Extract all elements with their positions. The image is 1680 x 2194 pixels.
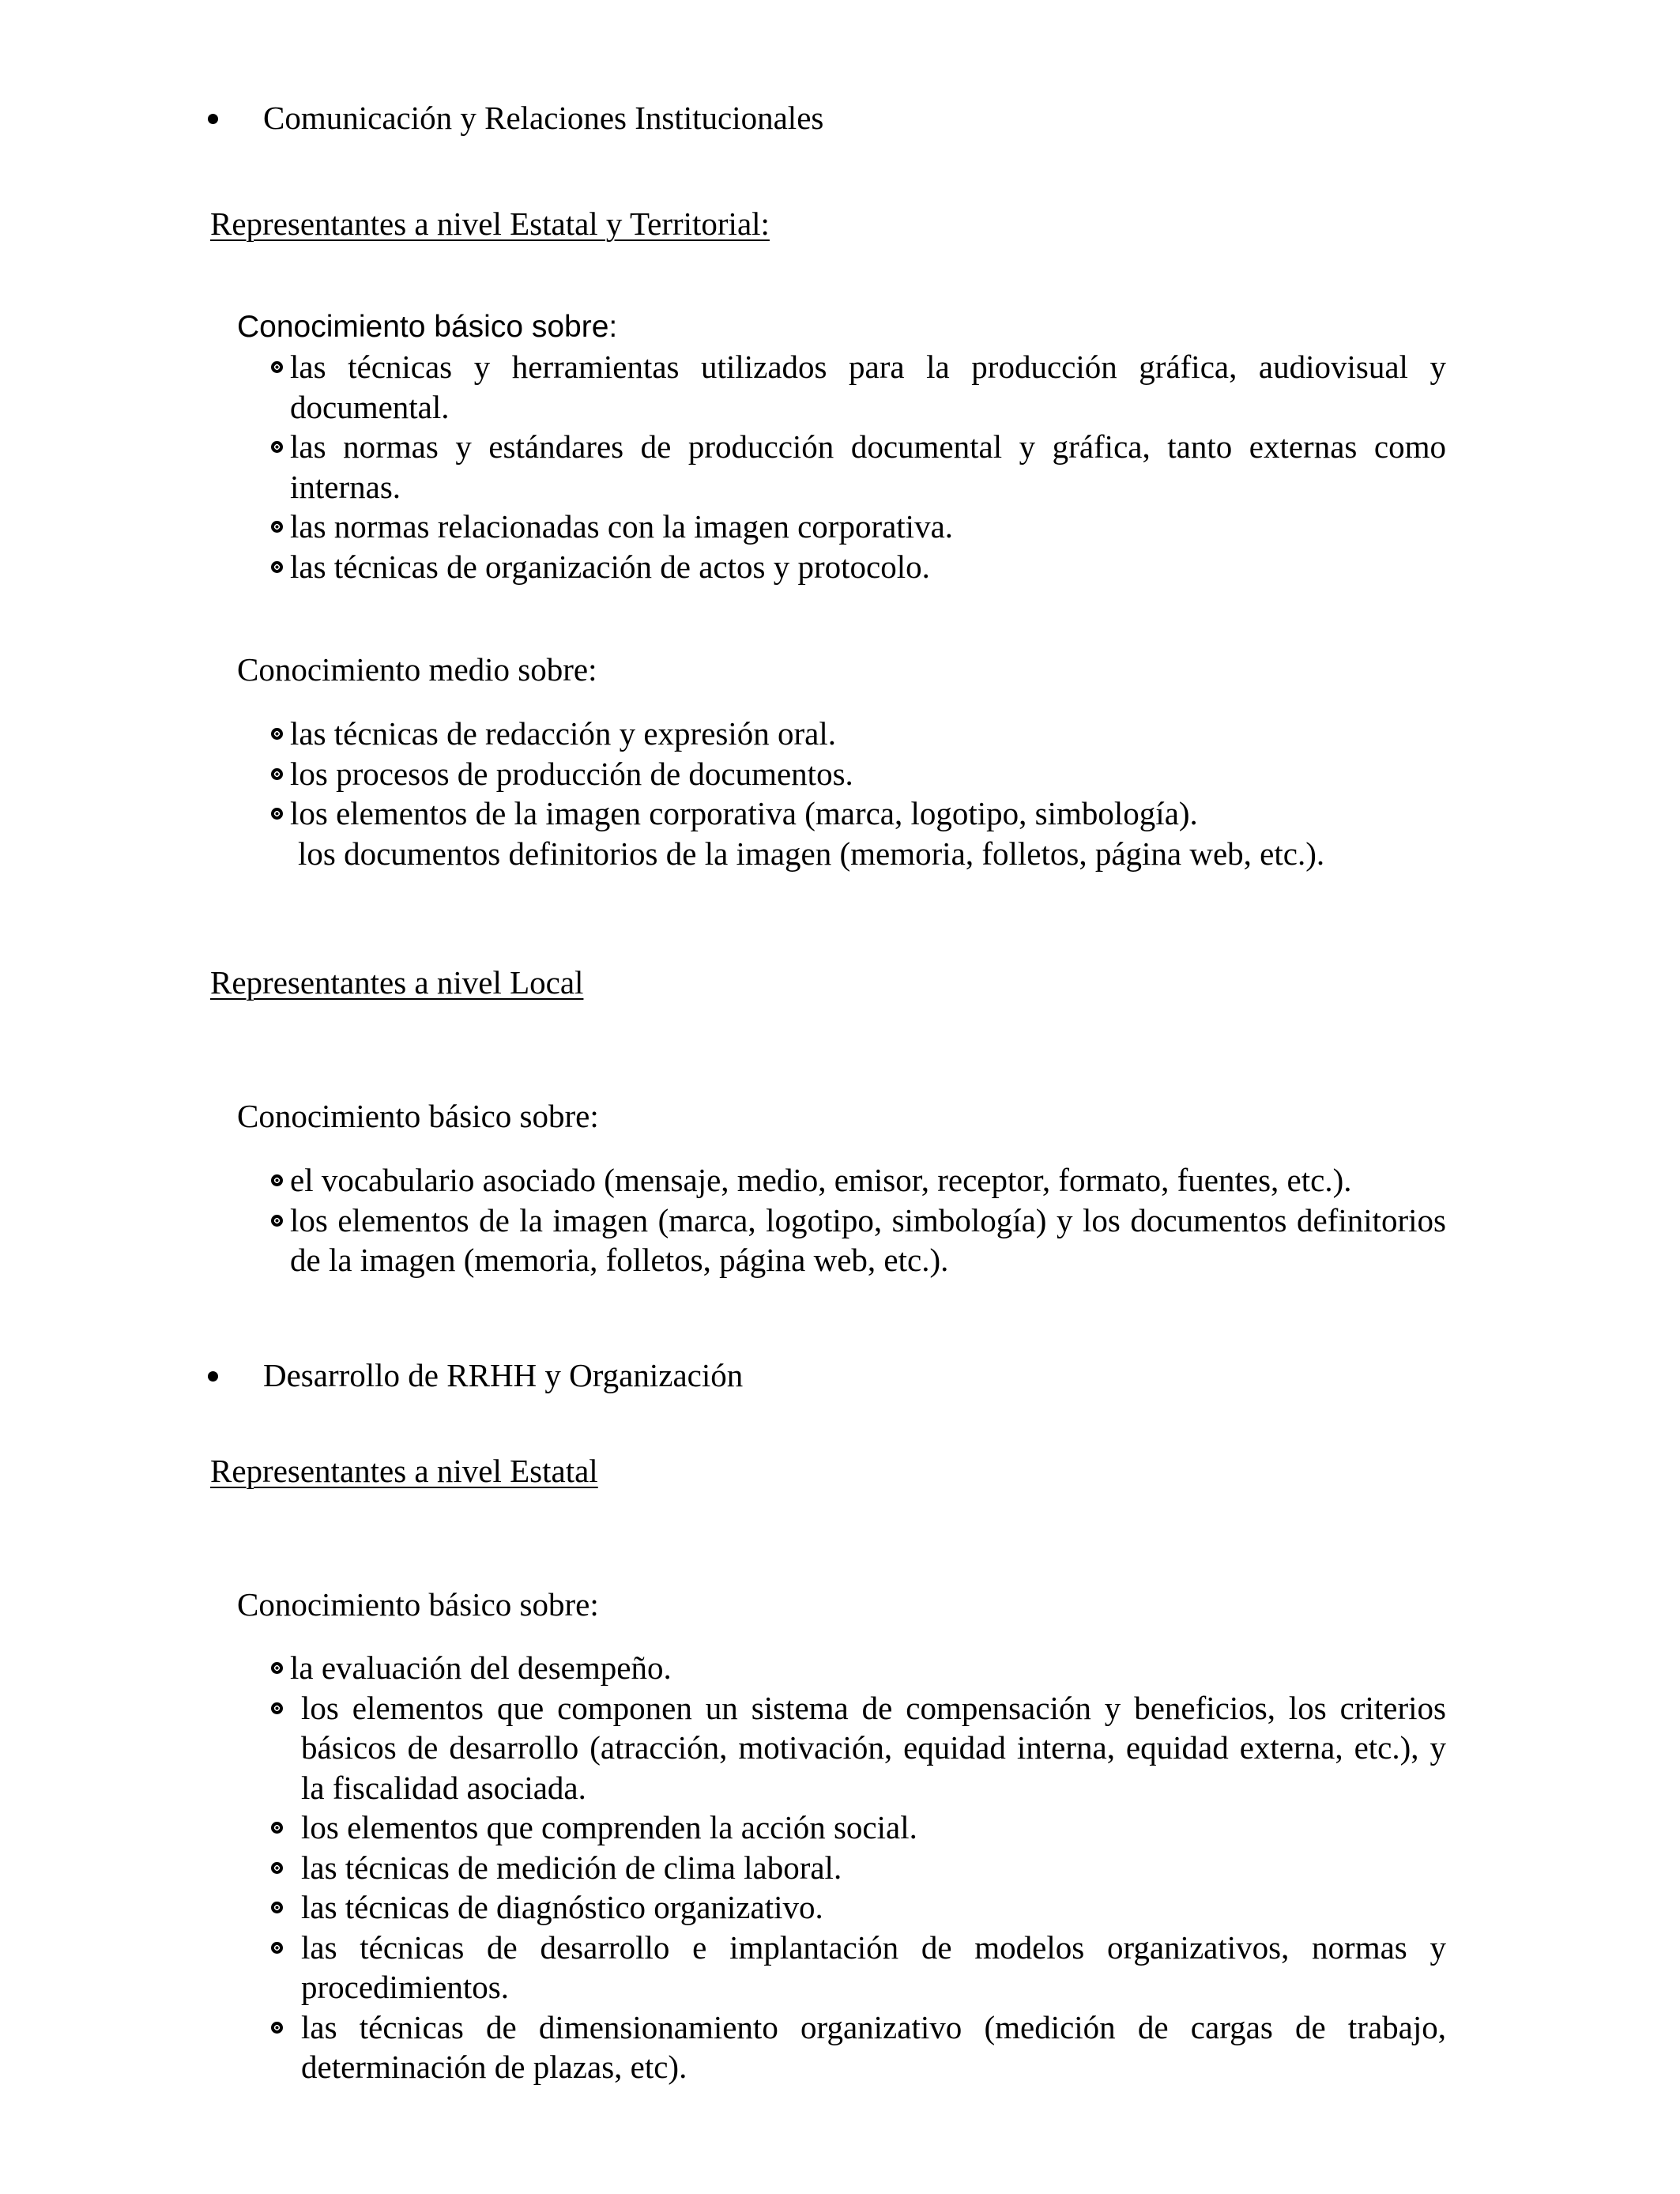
list-item: las técnicas de diagnóstico organizativo. [273, 1887, 1446, 1928]
bullet-icon [271, 728, 283, 740]
bullet-icon [271, 2022, 283, 2034]
list-item: las técnicas de organización de actos y protocolo. [273, 547, 1446, 587]
block-label: Conocimiento básico sobre: [237, 1098, 599, 1134]
bullet-icon [271, 1215, 283, 1227]
section-title: Comunicación y Relaciones Institucionales [263, 100, 824, 136]
list-item: los elementos de la imagen (marca, logotipo, simbología) y los documentos definitorios de la imagen (memoria, folletos, página web, etc.). [273, 1201, 1446, 1280]
bullet-icon [271, 1662, 283, 1674]
bullet-icon [271, 1942, 283, 1954]
list-item: los elementos que comprenden la acción social. [273, 1808, 1446, 1848]
list-item: las técnicas y herramientas utilizados para la producción gráfica, audiovisual y documental. [273, 347, 1446, 427]
bullet-list [273, 347, 1446, 586]
bullet-icon [271, 361, 283, 373]
list-item-plain: los documentos definitorios de la imagen (memoria, folletos, página web, etc.). [298, 835, 1325, 872]
list-item: las técnicas de dimensionamiento organizativo (medición de cargas de trabajo, determinación de plazas, etc). [273, 2007, 1446, 2087]
list-item: los elementos de la imagen corporativa (marca, logotipo, simbología). [273, 794, 1446, 834]
block-label: Conocimiento medio sobre: [237, 651, 597, 688]
bullet-list [273, 714, 1446, 873]
bullet-icon [271, 521, 283, 533]
section-bullet [208, 114, 218, 124]
bullet-icon [271, 808, 283, 820]
bullet-icon [271, 1902, 283, 1913]
bullet-icon [271, 1862, 283, 1874]
list-item: las técnicas de redacción y expresión oral. [273, 714, 1446, 754]
list-item: las técnicas de desarrollo e implantación de modelos organizativos, normas y procedimientos. [273, 1928, 1446, 2007]
block-label: Conocimiento básico sobre: [237, 1586, 599, 1623]
bullet-icon [271, 768, 283, 780]
list-item: las técnicas de medición de clima laboral. [273, 1848, 1446, 1888]
group-heading: Representantes a nivel Estatal y Territorial: [210, 205, 770, 242]
bullet-list [273, 1648, 1446, 2087]
section-title: Desarrollo de RRHH y Organización [263, 1357, 744, 1393]
section-bullet [208, 1371, 218, 1382]
list-item: los elementos que componen un sistema de compensación y beneficios, los criterios básicos de desarrollo (atracción, motivación, equidad interna, equidad externa, etc.), y la fiscalidad asociada. [273, 1688, 1446, 1808]
bullet-list [273, 1160, 1446, 1280]
bullet-icon [271, 1822, 283, 1834]
group-heading: Representantes a nivel Estatal [210, 1453, 598, 1489]
group-heading: Representantes a nivel Local [210, 964, 584, 1001]
block-label: Conocimiento básico sobre: [237, 310, 618, 344]
list-item: las normas y estándares de producción documental y gráfica, tanto externas como internas. [273, 427, 1446, 507]
bullet-icon [271, 1702, 283, 1714]
bullet-icon [271, 561, 283, 573]
list-item: los procesos de producción de documentos. [273, 754, 1446, 794]
bullet-icon [271, 441, 283, 453]
list-item: el vocabulario asociado (mensaje, medio, emisor, receptor, formato, fuentes, etc.). [273, 1160, 1446, 1201]
list-item: la evaluación del desempeño. [273, 1648, 1446, 1688]
list-item: las normas relacionadas con la imagen corporativa. [273, 507, 1446, 547]
bullet-icon [271, 1174, 283, 1186]
